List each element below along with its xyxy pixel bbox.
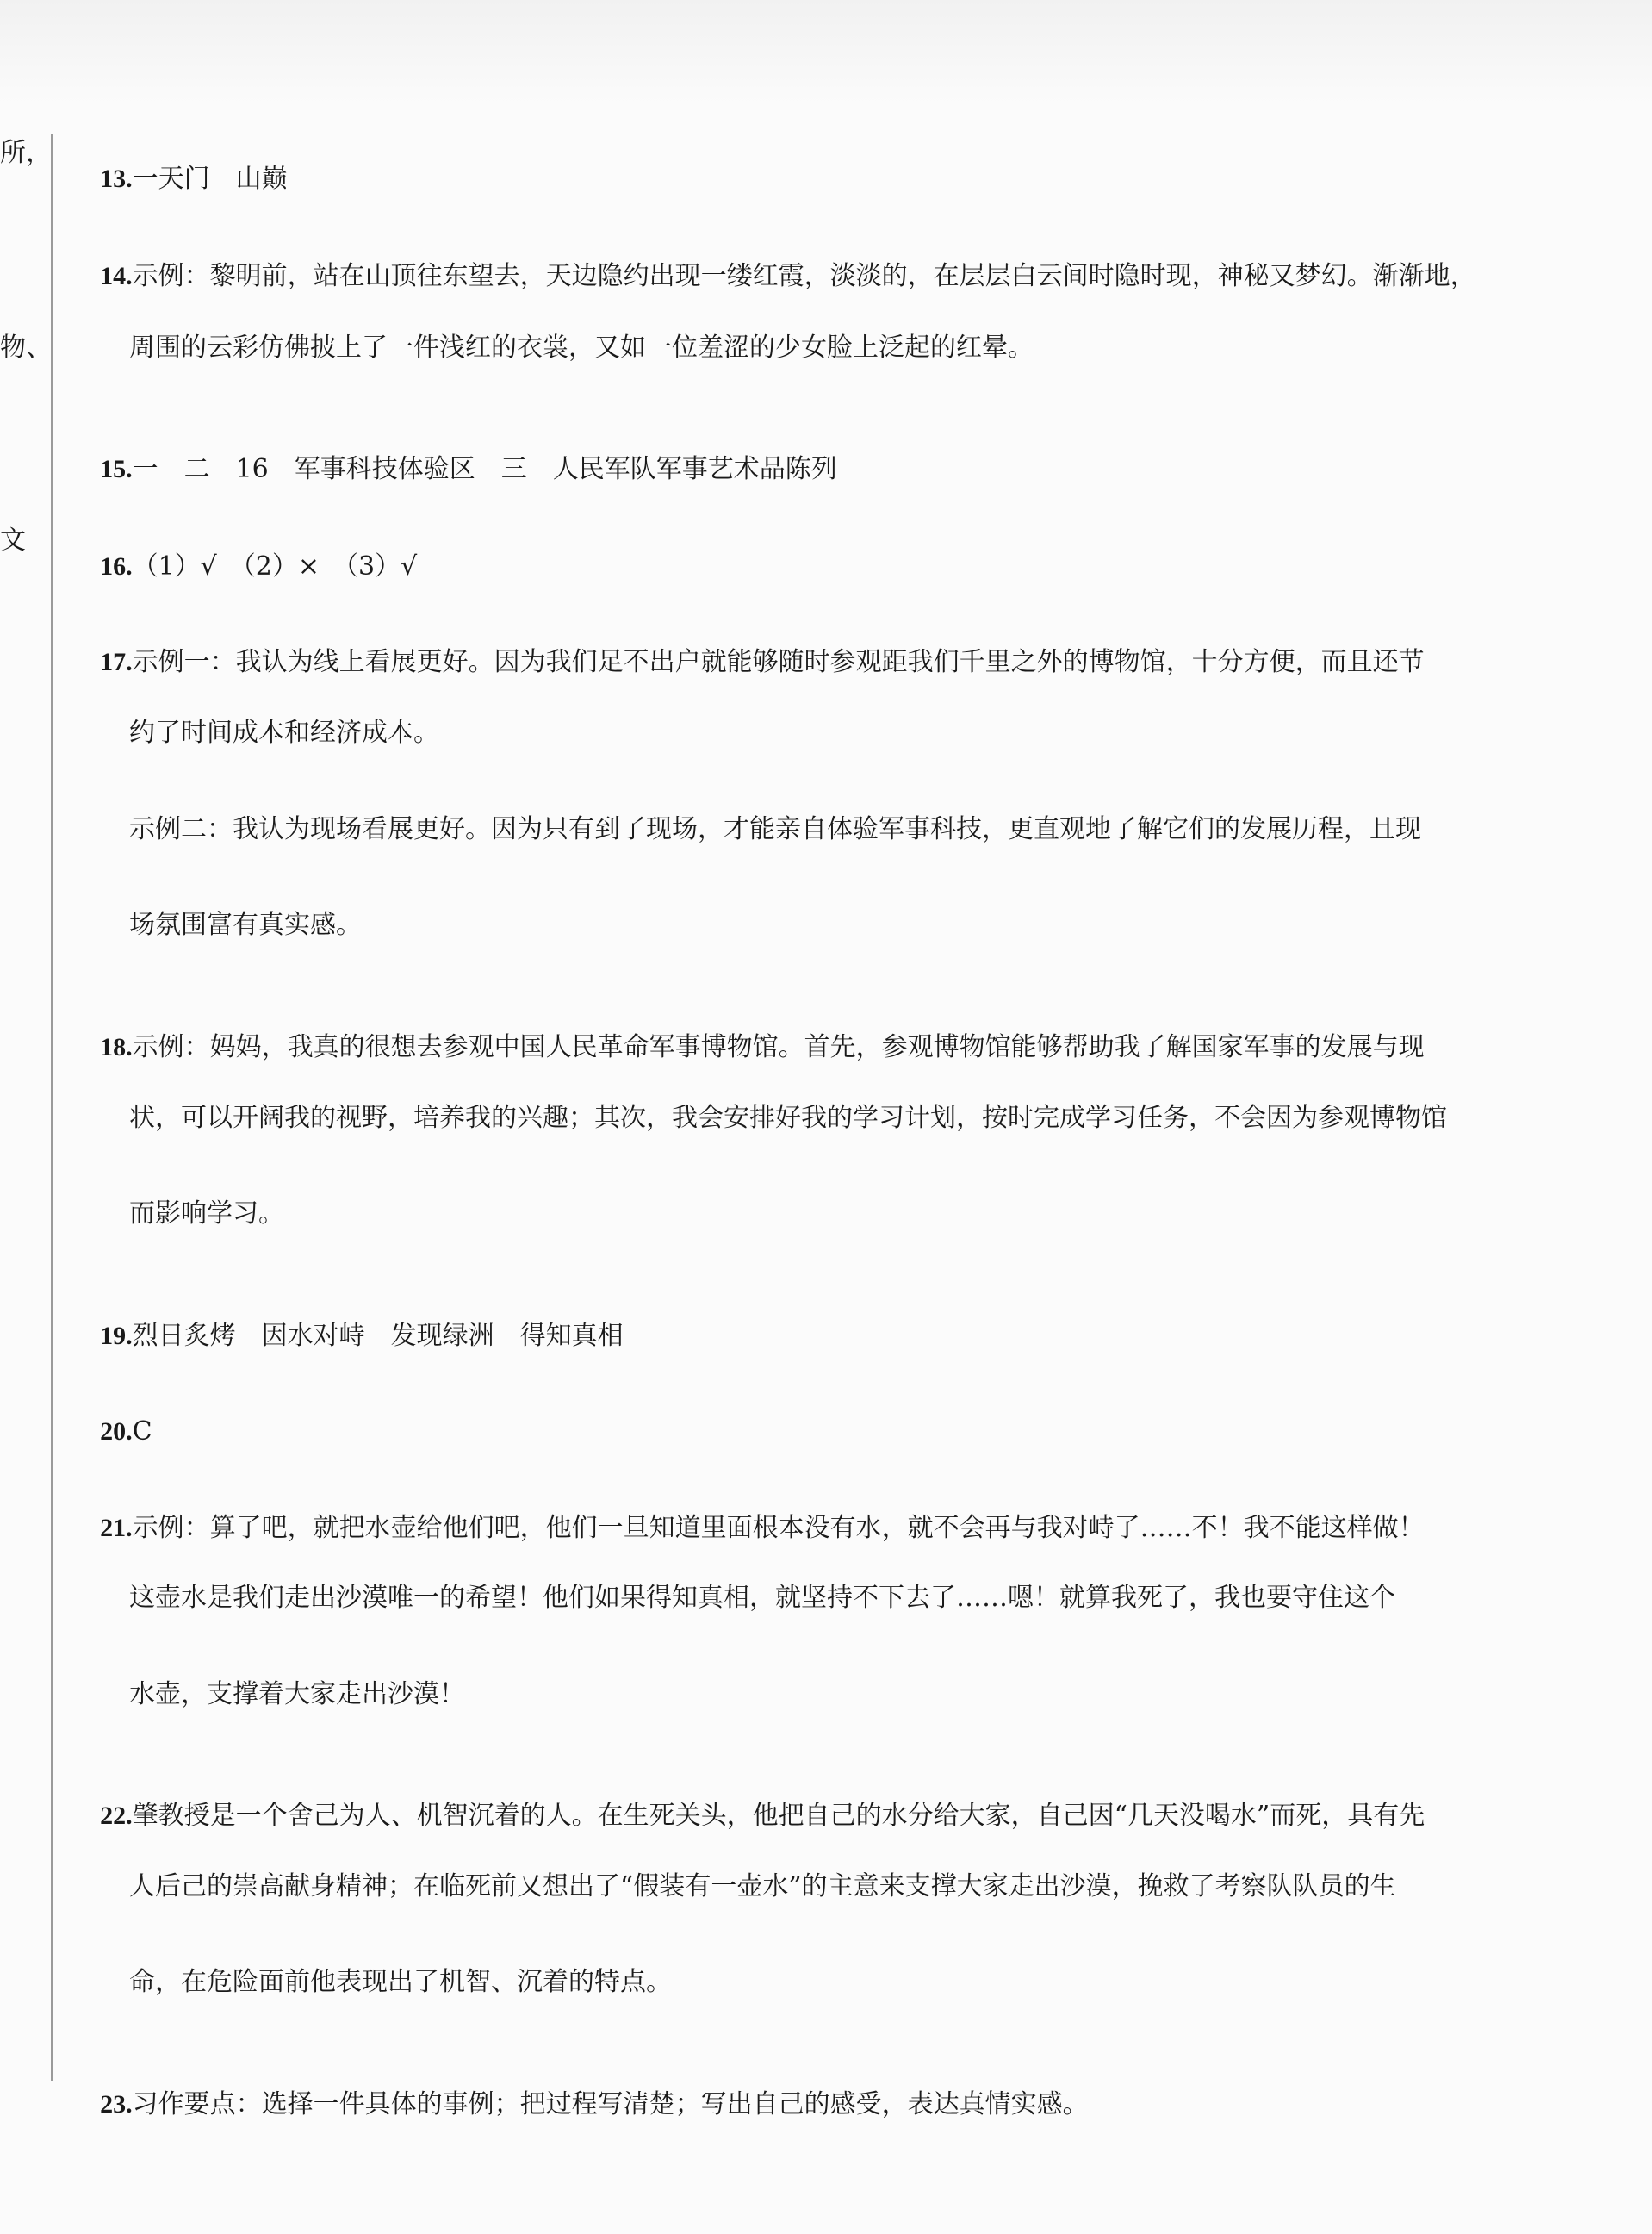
answer-text: 示例：妈妈，我真的很想去参观中国人民革命军事博物馆。首先，参观博物馆能够帮助我了解国家军事的发展与现: [132, 1032, 1425, 1062]
margin-text-fragment: 物、: [0, 333, 52, 363]
question-number: 17.: [100, 648, 133, 676]
answer-23-line: [84, 2066, 1089, 2118]
question-number: 15.: [100, 455, 133, 483]
margin-text-fragment: 文: [0, 526, 26, 556]
answer-17-continuation: 场氛围富有真实感。: [129, 910, 362, 940]
answer-text: 示例：黎明前，站在山顶往东望去，天边隐约出现一缕红霞，淡淡的，在层层白云间时隐时现，神秘又梦幻。渐渐地，: [132, 261, 1476, 291]
answer-20-line: [84, 1393, 152, 1445]
answer-17-continuation: 约了时间成本和经济成本。: [129, 718, 439, 748]
answer-19-line: [84, 1297, 624, 1349]
answer-18-continuation: 状，可以开阔我的视野，培养我的兴趣；其次，我会安排好我的学习计划，按时完成学习任务，不会因为参观博物馆: [129, 1103, 1447, 1133]
answer-22-continuation: 命，在危险面前他表现出了机智、沉着的特点。: [129, 1967, 672, 1997]
answer-21-continuation: 这壶水是我们走出沙漠唯一的希望！他们如果得知真相，就坚持不下去了……嗯！就算我死了，我也要守住这个: [129, 1583, 1395, 1613]
answer-16-line: [84, 528, 417, 580]
question-number: 19.: [100, 1322, 133, 1350]
answer-21-line: [84, 1490, 1425, 1541]
question-number: 13.: [100, 165, 133, 193]
question-number: 23.: [100, 2090, 133, 2119]
question-number: 14.: [100, 262, 133, 290]
answer-14-continuation: 周围的云彩仿佛披上了一件浅红的衣裳，又如一位羞涩的少女脸上泛起的红晕。: [129, 333, 1034, 363]
binding-margin-rule: [51, 134, 53, 2081]
scan-top-shadow: [0, 0, 1652, 103]
answer-18-line: [84, 1009, 1425, 1061]
answer-text: 肇教授是一个舍己为人、机智沉着的人。在生死关头，他把自己的水分给大家，自己因“几天没喝水”而死，具有先: [132, 1801, 1425, 1831]
margin-text-fragment: 所，: [0, 138, 52, 168]
answer-text: 一天门 山巅: [132, 164, 288, 194]
answer-22-continuation: 人后己的崇高献身精神；在临死前又想出了“假装有一壶水”的主意来支撑大家走出沙漠，挽救了考察队队员的生: [129, 1871, 1396, 1901]
answer-17-continuation: 示例二：我认为现场看展更好。因为只有到了现场，才能亲自体验军事科技，更直观地了解它们的发展历程，且现: [129, 814, 1421, 844]
answer-text: 一 二 16 军事科技体验区 三 人民军队军事艺术品陈列: [132, 454, 837, 484]
question-number: 18.: [100, 1033, 133, 1061]
answer-15-line: [84, 431, 837, 482]
answer-text: 烈日炙烤 因水对峙 发现绿洲 得知真相: [132, 1321, 624, 1351]
answer-17-line: [84, 624, 1425, 675]
question-number: 20.: [100, 1417, 133, 1446]
question-number: 21.: [100, 1514, 133, 1542]
answer-text: 习作要点：选择一件具体的事例；把过程写清楚；写出自己的感受，表达真情实感。: [132, 2089, 1089, 2119]
answer-18-continuation: 而影响学习。: [129, 1198, 284, 1229]
answer-22-line: [84, 1777, 1425, 1829]
answer-21-continuation: 水壶，支撑着大家走出沙漠！: [129, 1679, 465, 1709]
answer-13-line: [84, 140, 288, 192]
question-number: 16.: [100, 552, 133, 581]
question-number: 22.: [100, 1802, 133, 1830]
answer-text: C: [132, 1416, 152, 1447]
answer-text: 示例：算了吧，就把水壶给他们吧，他们一旦知道里面根本没有水，就不会再与我对峙了……不！我不能这样做！: [132, 1513, 1425, 1543]
answer-text: 示例一：我认为线上看展更好。因为我们足不出户就能够随时参观距我们千里之外的博物馆，十分方便，而且还节: [132, 647, 1425, 677]
answer-text: （1）√ （2）× （3）√: [132, 551, 418, 582]
answer-14-line: [84, 238, 1476, 289]
